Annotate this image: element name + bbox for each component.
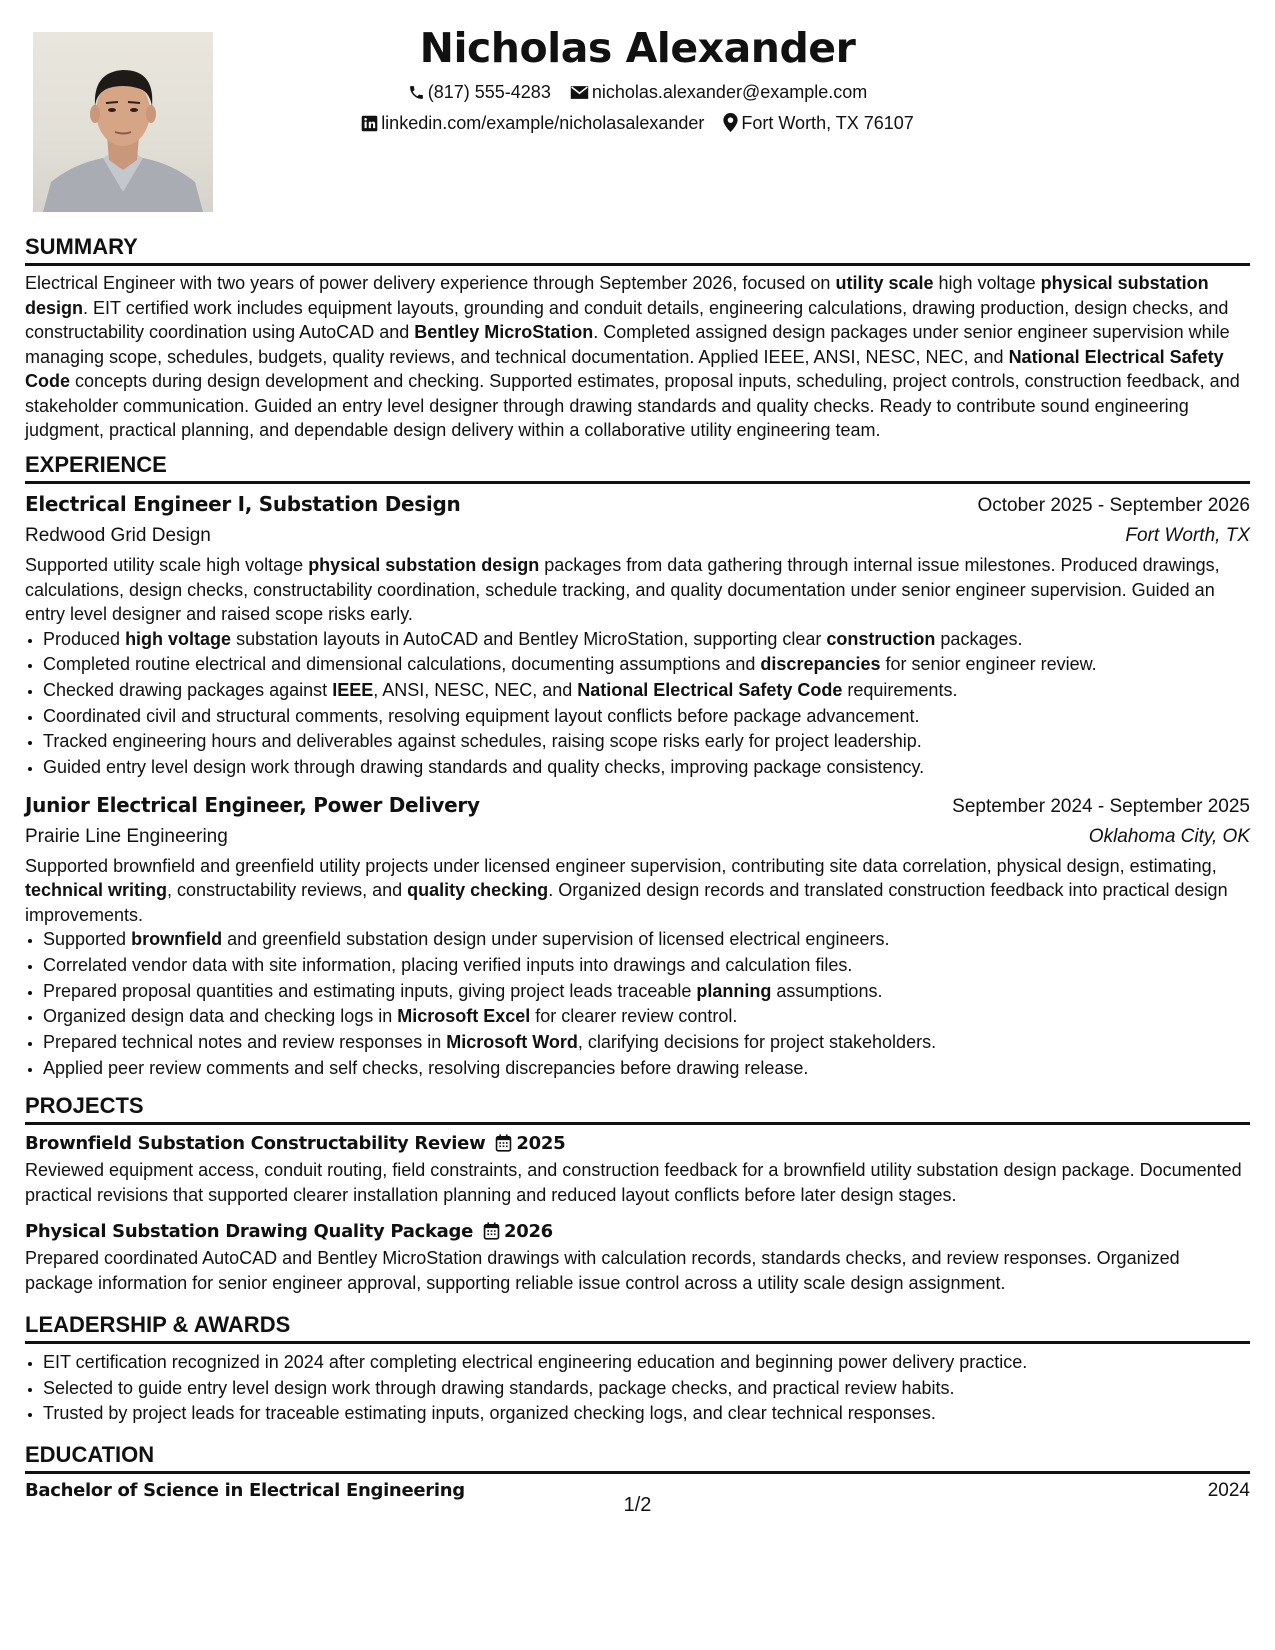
list-item: • Trusted by project leads for traceable estimating inputs, organized checking logs, and clear technical responses.: [43, 1401, 1250, 1427]
list-item: • EIT certification recognized in 2024 after completing electrical engineering education and beginning power delivery practice.: [43, 1350, 1250, 1376]
bold-text: IEEE: [332, 679, 374, 700]
text-run: packages from data gathering through internal issue milestones. Produced drawings, calculations, design checks, constructability coordination, schedule tracking, and quality documentation under senior engineer supervision. Guided an entry level designer and raised scope risks early.: [25, 555, 1220, 624]
job-summary: [25, 553, 1250, 627]
text-run: Applied peer review comments and self checks, resolving discrepancies before drawing release.: [43, 1057, 809, 1078]
text-run: Electrical Engineer with two years of power delivery experience through September 2026, focused on: [25, 273, 836, 293]
list-item: [43, 678, 1250, 704]
text-run: for clearer review control.: [530, 1006, 738, 1027]
email-text[interactable]: nicholas.alexander@example.com: [591, 82, 868, 102]
bold-text: brownfield: [131, 929, 223, 950]
bold-text: planning: [696, 980, 772, 1001]
list-item: [43, 755, 1250, 781]
list-item: [43, 627, 1250, 653]
bold-text: National Electrical Safety Code: [25, 346, 1224, 391]
text-run: Guided entry level design work through drawing standards and quality checks, improving package consistency.: [43, 757, 925, 778]
project-title: Brownfield Substation Constructability Review: [25, 1133, 486, 1154]
bold-text: Bentley MicroStation: [414, 322, 594, 342]
text-run: Organized design data and checking logs in: [43, 1006, 398, 1027]
job-header: [25, 489, 1250, 521]
list-item: • Selected to guide entry level design work through drawing standards, package checks, and practical review habits.: [43, 1376, 1250, 1402]
job-subheader: [25, 822, 1250, 852]
job-company: Redwood Grid Design: [25, 525, 211, 546]
bold-text: construction: [826, 628, 936, 649]
text-run: concepts during design development and checking. Supported estimates, proposal inputs, scheduling, project controls, construction feedback, and stakeholder communication. Guided an entry level designer through drawing standards and quality checks. Ready to contribute sound engineering judgment, practical planning, and dependable design delivery within a collaborative utility engineering team.: [25, 371, 1240, 440]
list-item: [43, 729, 1250, 755]
text-run: Tracked engineering hours and deliverables against schedules, raising scope risks early for project leadership.: [43, 731, 922, 752]
project-description: Reviewed equipment access, conduit routing, field constraints, and construction feedback for a brownfield utility substation design package. Documented practical revisions that supported clearer installation planning and reduced layout conflicts before later design stages.: [25, 1160, 1242, 1205]
education-year: 2024: [1207, 1480, 1250, 1501]
project-header: [25, 1219, 1250, 1245]
projects-section: [25, 1092, 1250, 1295]
text-run: . Completed assigned design packages under senior engineer supervision while managing scope, schedules, budgets, quality reviews, and technical documentation. Applied IEEE, ANSI, NESC, NEC, and: [25, 322, 1230, 367]
list-item: [43, 1056, 1250, 1082]
project-year: 2025: [516, 1133, 566, 1154]
section-title-projects: PROJECTS: [25, 1092, 1250, 1125]
contact-row-2: [25, 111, 1250, 135]
project-entry: [25, 1131, 1250, 1207]
job-summary: [25, 854, 1250, 928]
job-subheader: [25, 521, 1250, 551]
phone-text: (817) 555-4283: [427, 82, 551, 102]
text-run: . EIT certified work includes equipment layouts, grounding and conduit details, engineering calculations, drawing production, design checks, and constructability coordination using AutoCAD and: [25, 297, 1229, 342]
phone-contact: [408, 80, 551, 104]
summary-section: [25, 233, 1250, 443]
job-bullets: [25, 627, 1250, 781]
bold-text: physical substation design: [25, 273, 1209, 318]
list-item: [43, 953, 1250, 979]
summary-paragraph: [25, 271, 1250, 443]
bold-text: Microsoft Word: [446, 1032, 578, 1053]
job-location: Fort Worth, TX: [1125, 525, 1250, 546]
text-run: Completed routine electrical and dimensional calculations, documenting assumptions and: [43, 654, 761, 675]
leadership-bullets: [25, 1350, 1250, 1427]
contact-row-1: [25, 80, 1250, 104]
text-run: high voltage: [933, 273, 1041, 293]
job-header: [25, 790, 1250, 822]
linkedin-contact[interactable]: [361, 111, 704, 135]
text-run: Supported utility scale high voltage: [25, 555, 309, 575]
text-run: Correlated vendor data with site information, placing verified inputs into drawings and calculation files.: [43, 954, 853, 975]
text-run: Supported: [43, 929, 132, 950]
project-header: [25, 1131, 1250, 1157]
project-entry: [25, 1219, 1250, 1295]
text-run: , clarifying decisions for project stakeholders.: [577, 1032, 937, 1053]
bold-text: technical writing: [25, 880, 168, 901]
text-run: requirements.: [842, 679, 958, 700]
location-text: Fort Worth, TX 76107: [741, 113, 914, 133]
page-number: 1/2: [623, 1494, 652, 1516]
calendar-icon: [495, 1134, 512, 1152]
text-run: Coordinated civil and structural comments, resolving equipment layout conflicts before package advancement.: [43, 705, 920, 726]
job-location: Oklahoma City, OK: [1088, 825, 1250, 847]
list-item: [43, 979, 1250, 1005]
section-title-experience: EXPERIENCE: [25, 451, 1250, 484]
location-contact: [723, 111, 913, 135]
job-dates: September 2024 - September 2025: [952, 795, 1250, 817]
map-pin-icon: [723, 113, 738, 132]
text-run: Checked drawing packages against: [43, 679, 333, 700]
section-title-summary: SUMMARY: [25, 233, 1250, 266]
text-run: Prepared proposal quantities and estimating inputs, giving project leads traceable: [43, 980, 697, 1001]
email-contact[interactable]: [570, 80, 867, 104]
candidate-name: Nicholas Alexander: [419, 24, 856, 72]
job-title: Electrical Engineer I, Substation Design: [25, 492, 461, 516]
bold-text: quality checking: [407, 880, 549, 901]
text-run: substation layouts in AutoCAD and Bentley MicroStation, supporting clear: [231, 628, 827, 649]
list-item: [43, 1030, 1250, 1056]
resume-page: [25, 0, 1250, 1650]
text-run: for senior engineer review.: [880, 654, 1097, 675]
list-item: [43, 1004, 1250, 1030]
list-item: [43, 704, 1250, 730]
job-entry: [25, 489, 1250, 781]
text-run: and greenfield substation design under supervision of licensed electrical engineers.: [222, 929, 890, 950]
linkedin-text[interactable]: linkedin.com/example/nicholasalexander: [381, 113, 705, 133]
education-degree: Bachelor of Science in Electrical Engineering: [25, 1480, 465, 1501]
text-run: . Organized design records and translated construction feedback into practical design improvements.: [25, 880, 1228, 925]
text-run: Produced: [43, 628, 126, 649]
bold-text: discrepancies: [760, 654, 881, 675]
phone-icon: [408, 84, 425, 101]
project-description: Prepared coordinated AutoCAD and Bentley MicroStation drawings with calculation records, standards checks, and review responses. Organized package information for senior engineer approval, supporting reliable issue control across a utility scale design assignment.: [25, 1248, 1180, 1293]
list-item: [43, 927, 1250, 953]
job-bullets: [25, 927, 1250, 1081]
section-title-education: EDUCATION: [25, 1441, 1250, 1474]
bold-text: high voltage: [125, 628, 232, 649]
text-run: Prepared technical notes and review responses in: [43, 1032, 447, 1053]
project-year: 2026: [504, 1221, 553, 1242]
bold-text: National Electrical Safety Code: [577, 679, 843, 700]
bold-text: physical substation design: [308, 555, 540, 575]
section-title-leadership: LEADERSHIP & AWARDS: [25, 1311, 1250, 1344]
text-run: assumptions.: [771, 980, 883, 1001]
text-run: , constructability reviews, and: [167, 880, 408, 901]
text-run: , ANSI, NESC, NEC, and: [373, 679, 578, 700]
job-dates: October 2025 - September 2026: [977, 495, 1250, 516]
job-entry: [25, 790, 1250, 1082]
experience-section: [25, 451, 1250, 1081]
calendar-icon: [483, 1222, 500, 1240]
job-title: Junior Electrical Engineer, Power Delivery: [25, 792, 480, 817]
project-title: Physical Substation Drawing Quality Package: [25, 1221, 473, 1242]
text-run: packages.: [935, 628, 1023, 649]
text-run: Supported brownfield and greenfield utility projects under licensed engineer supervision, contributing site data correlation, physical design, estimating,: [25, 855, 1217, 876]
bold-text: Microsoft Excel: [397, 1006, 531, 1027]
envelope-icon: [570, 84, 589, 101]
linkedin-icon: [361, 115, 378, 132]
job-company: Prairie Line Engineering: [25, 825, 228, 847]
leadership-section: [25, 1311, 1250, 1427]
bold-text: utility scale: [835, 273, 934, 293]
list-item: [43, 652, 1250, 678]
